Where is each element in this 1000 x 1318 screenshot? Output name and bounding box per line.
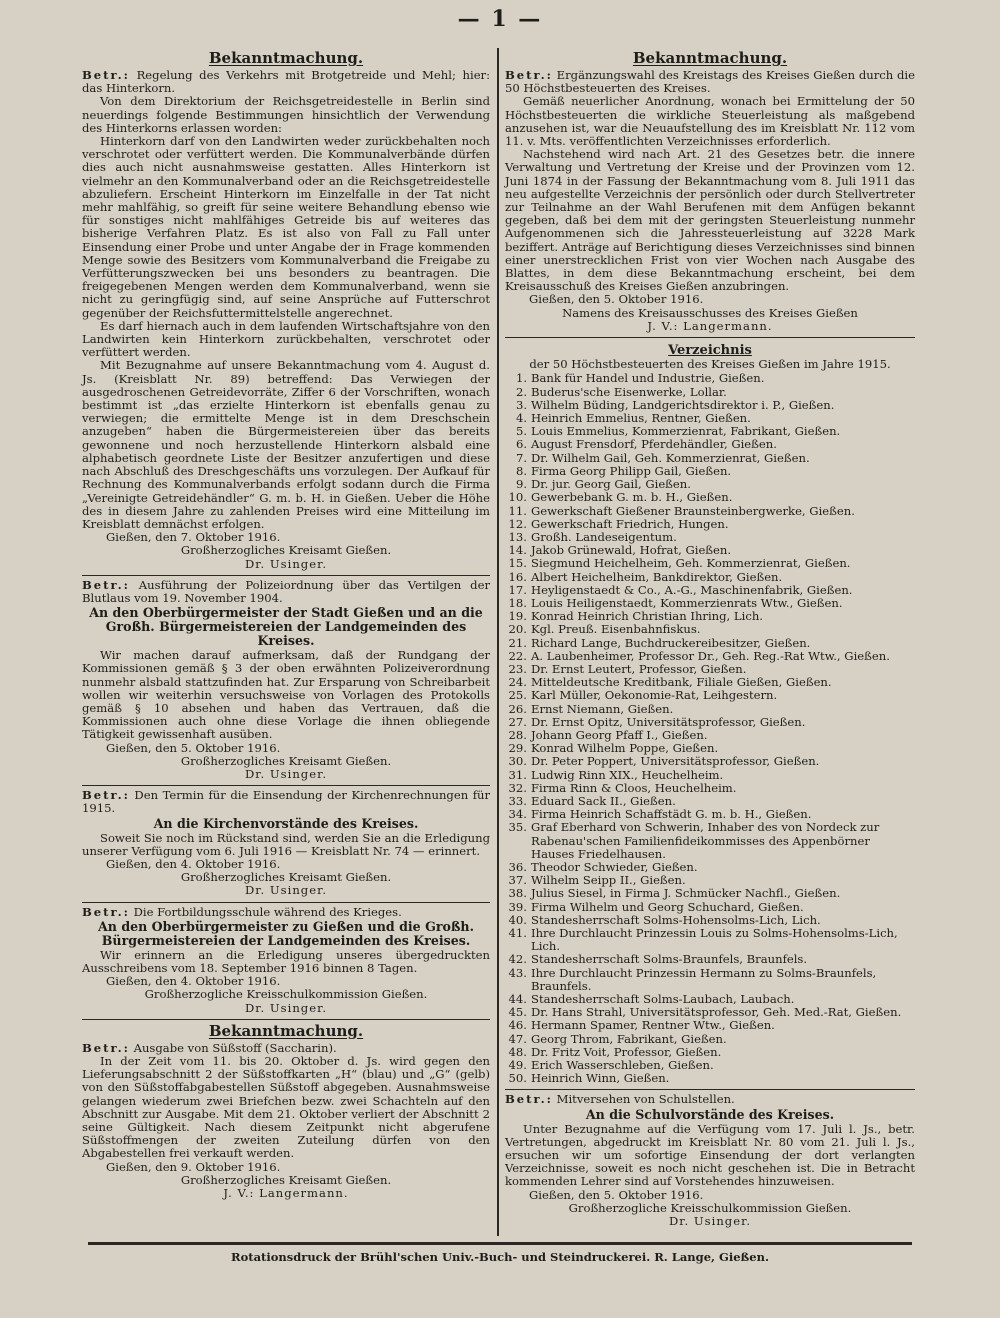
list-item-text: Gewerkschaft Gießener Braunsteinbergwerke, Gießen. bbox=[531, 503, 855, 518]
subject-label: Betr.: bbox=[82, 904, 130, 919]
list-item-text: Julius Siesel, in Firma J. Schmücker Nachfl., Gießen. bbox=[531, 886, 841, 901]
list-item-number: 26. bbox=[508, 701, 527, 716]
list-item-text: Kgl. Preuß. Eisenbahnfiskus. bbox=[531, 622, 701, 637]
notice-signer: Dr. Usinger. bbox=[244, 883, 328, 898]
notice-paragraph: Unter Bezugnahme auf die Verfügung vom 17. Juli l. Js., betr. Vertretungen, abgedruckt im Kreisblatt Nr. 80 vom 21. Juli l. Js., ersuchen wir um sofortige Einsendung der dort verlangten Verzeichnisse, soweit es noch nicht geschehen ist. Die in Betracht kommenden Lehrer sind auf Vorstehendes hinzuweisen. bbox=[505, 1121, 915, 1189]
notice-subject bbox=[505, 69, 915, 95]
list-item-number: 48. bbox=[508, 1044, 527, 1059]
notice-subject bbox=[82, 789, 490, 815]
notice-addressee: An die Kirchenvorstände des Kreises. bbox=[153, 815, 419, 831]
list-item-number: 9. bbox=[515, 477, 527, 492]
list-item-number: 2. bbox=[515, 384, 527, 399]
list-item-text: August Frensdorf, Pferdehändler, Gießen. bbox=[531, 437, 777, 452]
subject-text: Die Fortbildungsschule während des Krieges. bbox=[133, 904, 402, 919]
printer-imprint: Rotationsdruck der Brühl'schen Univ.-Buch- und Steindruckerei. R. Lange, Gießen. bbox=[231, 1250, 769, 1264]
list-item bbox=[505, 650, 915, 663]
list-item-number: 40. bbox=[508, 912, 527, 927]
notice-place-date: Gießen, den 4. Oktober 1916. bbox=[106, 856, 281, 871]
notice-paragraph: Nachstehend wird nach Art. 21 des Gesetzes betr. die innere Verwaltung und Vertretung der Kreise und der Provinzen vom 12. Juni 1874 in der Fassung der Bekanntmachung vom 8. Juli 1911 das neu aufgestellte Verzeichnis der persönlich oder durch Stellvertreter zur Teilnahme an der Wahl Berufenen mit dem Anfügen bekannt gegeben, daß bei dem mit der geringsten Steuerleistung nunmehr Aufgenommenen sich die Jahressteuerleistung auf 3228 Mark beziffert. Anträge auf Berichtigung dieses Verzeichnisses sind binnen einer unerstrecklichen Frist von vier Wochen nach Ausgabe des Blattes, in dem diese Bekanntmachung erscheint, bei dem Kreisausschuß des Kreises Gießen anzubringen. bbox=[505, 147, 915, 294]
list-item-number: 27. bbox=[508, 714, 527, 729]
list-item bbox=[505, 953, 915, 966]
notice-subject bbox=[82, 906, 490, 919]
list-item-text: Konrad Heinrich Christian Ihring, Lich. bbox=[531, 609, 763, 624]
notice-kirchenrechnungen bbox=[82, 789, 490, 897]
notice-subject bbox=[505, 1093, 915, 1106]
list-item-number: 5. bbox=[515, 424, 527, 439]
list-item bbox=[505, 518, 915, 531]
list-item-text: Gewerbebank G. m. b. H., Gießen. bbox=[531, 490, 733, 505]
notice-paragraph: In der Zeit vom 11. bis 20. Oktober d. Js. wird gegen den Lieferungsabschnitt 2 der Süßstoffkarten „H“ (blau) und „G“ (gelb) von den Süßstoffabgabestellen Süßstoff abgegeben. Ausnahmsweise gelangen wiederum zwei Briefchen bezw. zwei Schachteln auf den Abschnitt zur Ausgabe. Mit dem 21. Oktober verliert der Abschnitt 2 seine Gültigkeit. Nach diesem Zeitpunkt nicht abgerufene Süßstoffmengen der zweiten Zuteilung dürfen von den Abgabestellen frei verkauft werden. bbox=[82, 1054, 490, 1161]
list-item-number: 38. bbox=[508, 886, 527, 901]
footer-rule bbox=[88, 1242, 912, 1245]
left-column bbox=[82, 50, 490, 1200]
subject-text: Ausgabe von Süßstoff (Saccharin). bbox=[133, 1040, 337, 1055]
list-item bbox=[505, 623, 915, 636]
list-item-number: 14. bbox=[508, 543, 527, 558]
notice-hinterkorn bbox=[82, 50, 490, 571]
section-rule bbox=[505, 1089, 915, 1090]
list-item-number: 37. bbox=[508, 873, 527, 888]
subject-label: Betr.: bbox=[82, 68, 130, 82]
list-item-number: 8. bbox=[515, 463, 527, 478]
list-item-text: Theodor Schwieder, Gießen. bbox=[531, 859, 698, 874]
list-item bbox=[505, 967, 915, 993]
notice-authority: Großherzogliche Kreisschulkommission Gießen. bbox=[144, 987, 428, 1002]
list-item-number: 24. bbox=[508, 675, 527, 690]
list-item bbox=[505, 491, 915, 504]
list-item-text: Ihre Durchlaucht Prinzessin Hermann zu Solms-Braunfels, Braunfels. bbox=[531, 965, 877, 993]
list-item-text: A. Laubenheimer, Professor Dr., Geh. Reg.-Rat Wtw., Gießen. bbox=[531, 648, 890, 663]
notice-signer: Dr. Usinger. bbox=[244, 1000, 328, 1015]
subject-text: Den Termin für die Einsendung der Kirchenrechnungen für 1915. bbox=[82, 788, 490, 816]
list-item bbox=[505, 927, 915, 953]
list-item-text: Firma Georg Philipp Gail, Gießen. bbox=[531, 463, 732, 478]
list-item bbox=[505, 1072, 915, 1085]
list-item bbox=[505, 689, 915, 702]
list-item-number: 33. bbox=[508, 793, 527, 808]
notice-paragraph: Mit Bezugnahme auf unsere Bekanntmachung vom 4. August d. Js. (Kreisblatt Nr. 89) betreffend: Das Verwiegen der ausgedroschenen Getreidevorräte, Ziffer 6 der Vorschriften, wonach bestimmt ist „das erzielte Hinterkorn ist ebenfalls genau zu verwiegen; die ermittelte Menge ist in dem Dreschschein anzugeben“ haben die Bürgermeistereien über das bereits gewonnene und noch herzustellende Hinterkorn alsbald eine alphabetisch geordnete Liste der Besitzer anzufertigen und diese nach Abschluß des Dreschgeschäfts uns vorzulegen. Der Aufkauf für Rechnung des Kommunalverbands erfolgt sodann durch die Firma „Vereinigte Getreidehändler“ G. m. b. H. in Gießen. Ueber die Höhe des in diesem Jahre zu zahlenden Preises wird eine Mitteilung im Kreisblatt demnächst erfolgen. bbox=[82, 358, 490, 531]
list-item-text: Dr. Wilhelm Gail, Geh. Kommerzienrat, Gießen. bbox=[531, 450, 810, 465]
list-item-text: Firma Wilhelm und Georg Schuchard, Gießen. bbox=[531, 899, 804, 914]
verzeichnis-title: Verzeichnis bbox=[668, 343, 752, 359]
list-item bbox=[505, 887, 915, 900]
subject-label: Betr.: bbox=[82, 577, 130, 592]
list-item-number: 4. bbox=[515, 411, 527, 426]
list-item-text: Standesherrschaft Solms-Braunfels, Braunfels. bbox=[531, 952, 808, 967]
list-item bbox=[505, 716, 915, 729]
subject-text: Regelung des Verkehrs mit Brotgetreide und Mehl; hier: das Hinterkorn. bbox=[82, 68, 490, 96]
list-item-text: Jakob Grünewald, Hofrat, Gießen. bbox=[531, 543, 732, 558]
list-item-text: Firma Rinn & Cloos, Heuchelheim. bbox=[531, 780, 737, 795]
list-item-text: Gewerkschaft Friedrich, Hungen. bbox=[531, 516, 729, 531]
notice-addressee: An den Oberbürgermeister der Stadt Gießen und an die Großh. Bürgermeistereien der Landgemeinden des Kreises. bbox=[89, 605, 483, 649]
list-item-number: 34. bbox=[508, 807, 527, 822]
list-item-number: 7. bbox=[515, 450, 527, 465]
list-item-text: Richard Lange, Buchdruckereibesitzer, Gießen. bbox=[531, 635, 811, 650]
notice-paragraph: Soweit Sie noch im Rückstand sind, werden Sie an die Erledigung unserer Verfügung vom 6. Juli 1916 — Kreisblatt Nr. 74 — erinnert. bbox=[82, 830, 490, 858]
list-item-text: Graf Eberhard von Schwerin, Inhaber des von Nordeck zur Rabenau'schen Familienfideikommisses des Appenbörner Hauses Friedelhausen. bbox=[531, 820, 880, 861]
list-item bbox=[505, 703, 915, 716]
list-item-text: Karl Müller, Oekonomie-Rat, Leihgestern. bbox=[531, 688, 778, 703]
notice-subject bbox=[82, 579, 490, 605]
list-item bbox=[505, 782, 915, 795]
section-rule bbox=[82, 1019, 490, 1020]
notice-addressee: An den Oberbürgermeister zu Gießen und die Großh. Bürgermeistereien der Landgemeinden des Kreises. bbox=[98, 918, 474, 948]
subject-label: Betr.: bbox=[505, 68, 553, 82]
notice-suessstoff bbox=[82, 1023, 490, 1200]
list-item-text: Ludwig Rinn XIX., Heuchelheim. bbox=[531, 767, 724, 782]
list-item-text: Wilhelm Seipp II., Gießen. bbox=[531, 873, 686, 888]
section-rule bbox=[82, 575, 490, 576]
notice-authority: Großherzogliches Kreisamt Gießen. bbox=[180, 1172, 392, 1187]
section-rule bbox=[505, 337, 915, 338]
list-item-text: Mitteldeutsche Kreditbank, Filiale Gießen, Gießen. bbox=[531, 675, 832, 690]
list-item-text: Ernst Niemann, Gießen. bbox=[531, 701, 674, 716]
right-column bbox=[505, 50, 915, 1228]
list-item bbox=[505, 452, 915, 465]
subject-label: Betr.: bbox=[82, 1040, 130, 1055]
list-item-text: Dr. Ernst Leutert, Professor, Gießen. bbox=[531, 661, 747, 676]
notice-heading: Bekanntmachung. bbox=[208, 1021, 364, 1040]
list-item bbox=[505, 584, 915, 597]
notice-authority: Großherzogliches Kreisamt Gießen. bbox=[180, 753, 392, 768]
subject-label: Betr.: bbox=[505, 1092, 553, 1107]
notice-kreistag-wahl bbox=[505, 50, 915, 333]
list-item-number: 35. bbox=[508, 820, 527, 835]
list-item-number: 30. bbox=[508, 754, 527, 769]
list-item-number: 49. bbox=[508, 1058, 527, 1073]
list-item-number: 44. bbox=[508, 992, 527, 1007]
subject-text: Ausführung der Polizeiordnung über das Vertilgen der Blutlaus vom 19. November 1904. bbox=[82, 577, 490, 605]
list-item bbox=[505, 901, 915, 914]
list-item-number: 32. bbox=[508, 780, 527, 795]
list-item-text: Albert Heichelheim, Bankdirektor, Gießen. bbox=[531, 569, 783, 584]
list-item-number: 28. bbox=[508, 727, 527, 742]
subject-text: Mitversehen von Schulstellen. bbox=[556, 1092, 735, 1107]
list-item-number: 12. bbox=[508, 516, 527, 531]
notice-authority: Großherzogliches Kreisamt Gießen. bbox=[180, 870, 392, 885]
list-item-text: Georg Throm, Fabrikant, Gießen. bbox=[531, 1031, 727, 1046]
list-item-text: Johann Georg Pfaff I., Gießen. bbox=[531, 727, 708, 742]
list-item-number: 16. bbox=[508, 569, 527, 584]
verzeichnis-subtitle: der 50 Höchstbesteuerten des Kreises Gießen im Jahre 1915. bbox=[529, 357, 891, 372]
notice-paragraph: Hinterkorn darf von den Landwirten weder zurückbehalten noch verschrotet oder verfüttert werden. Die Kommunalverbände dürfen dies auch nicht ausnahmsweise gestatten. Alles Hinterkorn ist vielmehr an den Kommunalverband oder an die Reichsgetreidestelle abzuliefern. Erscheint Hinterkorn im Einzelfalle in der Tat nicht mehr mahlfähig, so greift für seine weitere Behandlung ebenso wie für sonstiges nicht mahlfähiges Getreide bis auf weiteres das bisherige Verfahren Platz. Es ist also von Fall zu Fall unter Einsendung einer Probe und unter Angabe der in Frage kommenden Menge sowie des Besitzers vom Kommunalverband die Freigabe zu Verfütterungszwecken bei uns besonders zu beantragen. Die freigegebenen Mengen werden dem Kommunalverband, wenn sie nicht zu geringfügig sind, auf seine Ansprüche auf Futterschrot gegenüber der Reichsfuttermittelstelle angerechnet. bbox=[82, 134, 490, 320]
list-item bbox=[505, 1033, 915, 1046]
notice-paragraph: Es darf hiernach auch in dem laufenden Wirtschaftsjahre von den Landwirten kein Hinterkorn zurückbehalten, verschrotet oder verfüttert werden. bbox=[82, 318, 490, 360]
page-number: — 1 — bbox=[457, 6, 543, 32]
list-item-text: Standesherrschaft Solms-Laubach, Laubach. bbox=[531, 992, 795, 1007]
list-item-text: Standesherrschaft Solms-Hohensolms-Lich, Lich. bbox=[531, 912, 821, 927]
list-item bbox=[505, 438, 915, 451]
list-item-text: Louis Heiligenstaedt, Kommerzienrats Wtw., Gießen. bbox=[531, 595, 843, 610]
subject-label: Betr.: bbox=[82, 788, 130, 803]
list-item-number: 46. bbox=[508, 1018, 527, 1033]
list-item-text: Eduard Sack II., Gießen. bbox=[531, 793, 676, 808]
notice-place-date: Gießen, den 5. Oktober 1916. bbox=[529, 1187, 704, 1202]
notice-place-date: Gießen, den 4. Oktober 1916. bbox=[106, 974, 281, 989]
list-item-number: 45. bbox=[508, 1005, 527, 1020]
list-item-number: 23. bbox=[508, 661, 527, 676]
list-item-number: 39. bbox=[508, 899, 527, 914]
notice-schulstellen bbox=[505, 1093, 915, 1228]
list-item-text: Konrad Wilhelm Poppe, Gießen. bbox=[531, 741, 719, 756]
subject-text: Ergänzungswahl des Kreistags des Kreises Gießen durch die 50 Höchstbesteuerten des Kreises. bbox=[505, 68, 915, 96]
list-item-text: Heyligenstaedt & Co., A.-G., Maschinenfabrik, Gießen. bbox=[531, 582, 853, 597]
list-item-text: Bank für Handel und Industrie, Gießen. bbox=[531, 371, 765, 386]
list-item bbox=[505, 821, 915, 861]
list-item-number: 42. bbox=[508, 952, 527, 967]
list-item-text: Dr. Ernst Opitz, Universitätsprofessor, Gießen. bbox=[531, 714, 806, 729]
list-item-text: Dr. jur. Georg Gail, Gießen. bbox=[531, 477, 691, 492]
list-item-text: Ihre Durchlaucht Prinzessin Louis zu Solms-Hohensolms-Lich, Lich. bbox=[531, 926, 898, 954]
list-item-text: Firma Heinrich Schaffstädt G. m. b. H., Gießen. bbox=[531, 807, 812, 822]
list-item-number: 31. bbox=[508, 767, 527, 782]
list-item bbox=[505, 755, 915, 768]
section-rule bbox=[82, 785, 490, 786]
list-item-number: 15. bbox=[508, 556, 527, 571]
notice-subject bbox=[82, 69, 490, 95]
list-item-number: 18. bbox=[508, 595, 527, 610]
list-item-number: 6. bbox=[515, 437, 527, 452]
list-item-number: 13. bbox=[508, 529, 527, 544]
notice-paragraph: Gemäß neuerlicher Anordnung, wonach bei Ermittelung der 50 Höchstbesteuerten die wirkliche Steuerleistung als maßgebend anzusehen ist, war die Neuaufstellung des im Kreisblatt Nr. 112 vom 11. v. Mts. veröffentlichten Verzeichnisses erforderlich. bbox=[505, 94, 915, 149]
list-item bbox=[505, 571, 915, 584]
list-item-text: Erich Wasserschleben, Gießen. bbox=[531, 1058, 714, 1073]
list-item-number: 17. bbox=[508, 582, 527, 597]
notice-blutlaus bbox=[82, 579, 490, 781]
list-item-number: 19. bbox=[508, 609, 527, 624]
list-item-text: Louis Emmelius, Kommerzienrat, Fabrikant, Gießen. bbox=[531, 424, 841, 439]
list-item-number: 11. bbox=[508, 503, 527, 518]
notice-authority: Großherzogliche Kreisschulkommission Gießen. bbox=[568, 1200, 852, 1215]
notice-place-date: Gießen, den 5. Oktober 1916. bbox=[529, 292, 704, 307]
taxpayer-list bbox=[505, 372, 915, 1085]
notice-place-date: Gießen, den 5. Oktober 1916. bbox=[106, 740, 281, 755]
notice-signer: J. V.: Langermann. bbox=[223, 1186, 349, 1201]
list-item-text: Dr. Hans Strahl, Universitätsprofessor, Geh. Med.-Rat, Gießen. bbox=[531, 1005, 902, 1020]
list-item-number: 41. bbox=[508, 926, 527, 940]
list-item-text: Wilhelm Büding, Landgerichtsdirektor i. P., Gießen. bbox=[531, 397, 835, 412]
list-item-number: 43. bbox=[508, 965, 527, 980]
list-item bbox=[505, 557, 915, 570]
list-item bbox=[505, 769, 915, 782]
list-item-text: Heinrich Winn, Gießen. bbox=[531, 1071, 670, 1086]
notice-paragraph: Wir erinnern an die Erledigung unseres übergedruckten Ausschreibens vom 18. September 1916 binnen 8 Tagen. bbox=[82, 947, 490, 975]
list-item-number: 22. bbox=[508, 648, 527, 663]
notice-paragraph: Wir machen darauf aufmerksam, daß der Rundgang der Kommissionen gemäß § 3 der oben erwähnten Polizeiverordnung nunmehr alsbald stattzufinden hat. Zur Ersparung von Schreibarbeit wollen wir weiterhin versuchsweise von Vorlagen des Protokolls gemäß § 10 absehen und haben das Vertrauen, daß die Kommissionen auch ohne diese Vorlage die ihnen obliegende Tätigkeit gewissenhaft ausüben. bbox=[82, 648, 490, 742]
notice-paragraph: Von dem Direktorium der Reichsgetreidestelle in Berlin sind neuerdings folgende Bestimmungen hinsichtlich der Verwendung des Hinterkorns erlassen worden: bbox=[82, 94, 490, 135]
list-item-number: 21. bbox=[508, 635, 527, 650]
notice-authority: Namens des Kreisausschusses des Kreises Gießen bbox=[562, 305, 858, 320]
list-item bbox=[505, 1019, 915, 1032]
list-item-text: Heinrich Emmelius, Rentner, Gießen. bbox=[531, 411, 751, 426]
list-item-number: 36. bbox=[508, 859, 527, 874]
list-item-number: 25. bbox=[508, 688, 527, 703]
list-item-number: 47. bbox=[508, 1031, 527, 1046]
notice-signer: Dr. Usinger. bbox=[244, 556, 328, 571]
notice-heading: Bekanntmachung. bbox=[208, 49, 364, 67]
list-item-number: 10. bbox=[508, 490, 527, 505]
list-item-text: Siegmund Heichelheim, Geh. Kommerzienrat, Gießen. bbox=[531, 556, 851, 571]
column-divider bbox=[497, 48, 499, 1236]
list-item-number: 29. bbox=[508, 741, 527, 756]
notice-signer: Dr. Usinger. bbox=[244, 766, 328, 781]
list-item-text: Hermann Spamer, Rentner Wtw., Gießen. bbox=[531, 1018, 775, 1033]
list-item bbox=[505, 372, 915, 385]
notice-signer: J. V.: Langermann. bbox=[647, 318, 773, 333]
list-item bbox=[505, 637, 915, 650]
list-item-number: 50. bbox=[508, 1071, 527, 1086]
notice-place-date: Gießen, den 9. Oktober 1916. bbox=[106, 1159, 281, 1174]
list-item-number: 3. bbox=[515, 397, 527, 412]
notice-addressee: An die Schulvorstände des Kreises. bbox=[585, 1106, 835, 1122]
list-item-number: 1. bbox=[515, 371, 527, 386]
notice-heading: Bekanntmachung. bbox=[632, 49, 788, 67]
notice-signer: Dr. Usinger. bbox=[668, 1214, 752, 1229]
list-item-text: Großh. Landeseigentum. bbox=[531, 529, 677, 544]
list-item-text: Dr. Fritz Voit, Professor, Gießen. bbox=[531, 1044, 722, 1059]
list-item bbox=[505, 386, 915, 399]
list-item-number: 20. bbox=[508, 622, 527, 637]
verzeichnis bbox=[505, 344, 915, 1085]
list-item-text: Buderus'sche Eisenwerke, Lollar. bbox=[531, 384, 727, 399]
list-item bbox=[505, 505, 915, 518]
section-rule bbox=[82, 902, 490, 903]
notice-fortbildungsschule bbox=[82, 906, 490, 1015]
list-item-text: Dr. Peter Poppert, Universitätsprofessor, Gießen. bbox=[531, 754, 820, 769]
notice-place-date: Gießen, den 7. Oktober 1916. bbox=[106, 530, 281, 545]
notice-authority: Großherzogliches Kreisamt Gießen. bbox=[180, 543, 392, 558]
